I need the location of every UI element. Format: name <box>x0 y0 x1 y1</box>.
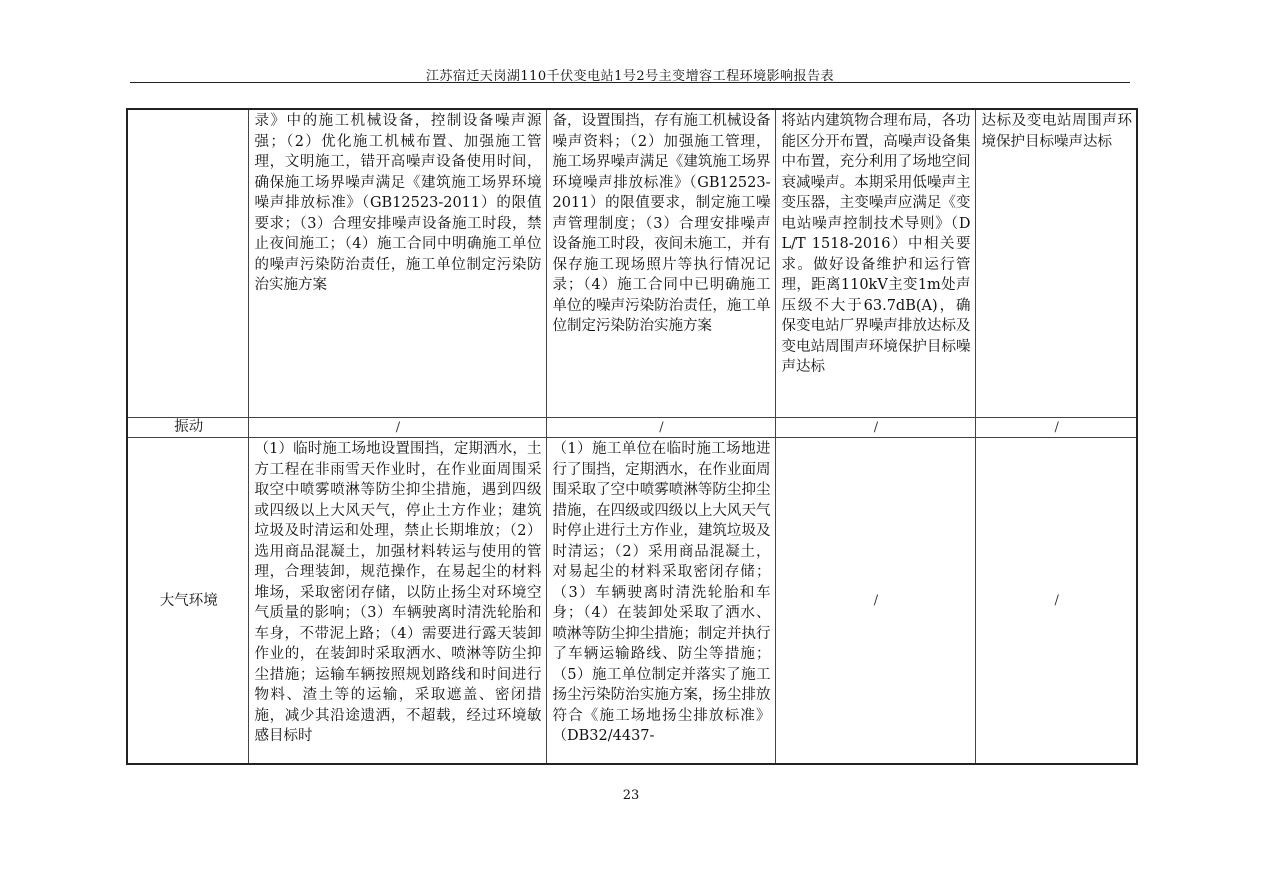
cell-text: （1）施工单位在临时施工场地进行了围挡，定期洒水，在作业面周围采取了空中喷雾喷淋等防尘抑尘措施，在四级或四级以上大风天气时停止进行土方作业，建筑垃圾及时清运；（2）采用商品混凝土，对易起尘的材料采取密闭存储；（3）车辆驶离时清洗轮胎和车身；（4）在装卸处采取了洒水、喷淋等防尘抑尘措施；制定并执行了车辆运输路线、防尘等措施；（5）施工单位制定并落实了施工扬尘污染防治实施方案，扬尘排放符合《施工场地扬尘排放标准》（DB32/4437- <box>552 441 771 744</box>
category-cell: 振动 <box>127 418 248 438</box>
table-row <box>127 418 1137 438</box>
category-cell <box>127 109 248 418</box>
operation-status-cell: / <box>975 438 1137 765</box>
document-header-title: 江苏宿迁天岗湖110千伏变电站1号2号主变增容工程环境影响报告表 <box>425 69 835 84</box>
cell-text: （1）临时施工场地设置围挡，定期洒水，土方工程在非雨雪天作业时，在作业面周围采取空中喷雾喷淋等防尘抑尘措施，遇到四级或四级以上大风天气，停止土方作业；建筑垃圾及时清运和处理，禁止长期堆放；（2）选用商品混凝土，加强材料转运与使用的管理，合理装卸，规范操作，在易起尘的材料堆场，采取密闭存储，以防止扬尘对环境空气质量的影响；（3）车辆驶离时清洗轮胎和车身，不带泥上路；（4）需要进行露天装卸作业的，在装卸时采取洒水、喷淋等防尘抑尘措施；运输车辆按照规划路线和时间进行物料、渣土等的运输，采取遮盖、密闭措施，减少其沿途遗洒，不超载，经过环境敏感目标时 <box>254 441 542 744</box>
construction-measures-cell: / <box>248 418 546 438</box>
construction-measures-cell <box>248 438 546 765</box>
operation-measures-cell: / <box>775 438 975 765</box>
operation-measures-cell: / <box>775 418 975 438</box>
category-cell: 大气环境 <box>127 438 248 765</box>
measures-table <box>126 108 1138 765</box>
construction-measures-cell: 录》中的施工机械设备，控制设备噪声源强；（2）优化施工机械布置、加强施工管理，文明施工，错开高噪声设备使用时间，确保施工场界噪声满足《建筑施工场界环境噪声排放标准》（GB12523-2011）的限值要求；（3）合理安排噪声设备施工时段，禁止夜间施工；（4）施工合同中明确施工单位的噪声污染防治责任，施工单位制定污染防治实施方案 <box>248 109 546 418</box>
header-rule <box>130 82 1130 83</box>
implementation-status-cell <box>546 438 775 765</box>
table-row <box>127 109 1137 418</box>
operation-status-cell: 达标及变电站周围声环境保护目标噪声达标 <box>975 109 1137 418</box>
implementation-status-cell: 备，设置围挡，存有施工机械设备噪声资料；（2）加强施工管理，施工场界噪声满足《建筑施工场界环境噪声排放标准》（GB12523-2011）的限值要求，制定施工噪声管理制度；（3）合理安排噪声设备施工时段，夜间未施工，并有保存施工现场照片等执行情况记录；（4）施工合同中已明确施工单位的噪声污染防治责任，施工单位制定污染防治实施方案 <box>546 109 775 418</box>
table-row <box>127 438 1137 765</box>
implementation-status-cell: / <box>546 418 775 438</box>
operation-status-cell: / <box>975 418 1137 438</box>
operation-measures-cell: 将站内建筑物合理布局，各功能区分开布置，高噪声设备集中布置，充分利用了场地空间衰减噪声。本期采用低噪声主变压器，主变噪声应满足《变电站噪声控制技术导则》（DL/T 1518-2016）中相关要求。做好设备维护和运行管理，距离110kV主变1m处声压级不大于63.7dB(A)，确保变电站厂界噪声排放达标及变电站周围声环境保护目标噪声达标 <box>775 109 975 418</box>
page-number: 23 <box>622 788 640 803</box>
